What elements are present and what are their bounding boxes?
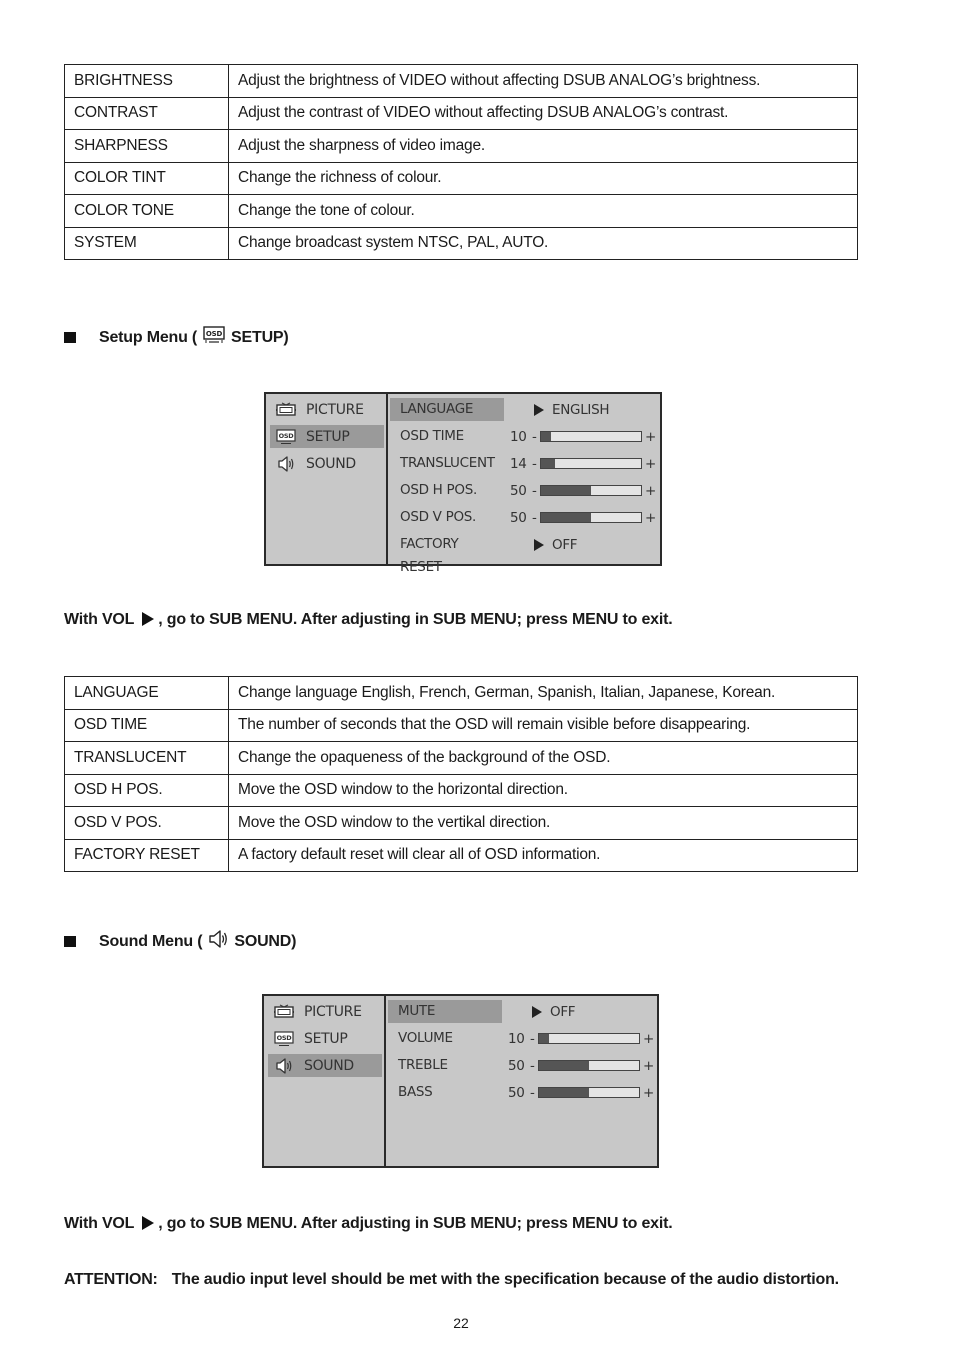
osd-nav-label: SOUND	[306, 455, 356, 472]
osd-slider-value: 10	[508, 1030, 525, 1047]
svg-text:OSD: OSD	[276, 1033, 292, 1042]
speaker-icon	[208, 928, 228, 955]
item-description-cell: Change the opaqueness of the background of the OSD.	[229, 742, 858, 775]
osd-nav-label: SETUP	[306, 428, 350, 445]
osd-row-mute	[388, 1000, 658, 1023]
osd-slider-value: 50	[510, 509, 527, 526]
osd-nav-sound	[270, 452, 384, 475]
sound-menu-heading: Sound Menu ( SOUND)	[64, 928, 296, 955]
submenu-instruction: With VOL , go to SUB MENU. After adjusting in SUB MENU; press MENU to exit.	[64, 611, 673, 628]
osd-slider-bar	[538, 1087, 640, 1098]
osd-row-osd-v-pos	[390, 506, 660, 529]
osd-row-label: VOLUME	[398, 1030, 453, 1046]
table-row	[65, 807, 858, 840]
item-description-cell: Change language English, French, German, Spanish, Italian, Japanese, Korean.	[229, 677, 858, 710]
table-row	[65, 742, 858, 775]
svg-text:OSD: OSD	[278, 431, 294, 440]
plus-icon: +	[643, 1030, 655, 1047]
setup-menu-heading: Setup Menu ( OSD SETUP)	[64, 326, 289, 349]
plus-icon: +	[643, 1084, 655, 1101]
setup-description-table	[64, 676, 858, 872]
osd-slider-fill	[539, 1034, 549, 1043]
item-description-cell: Adjust the brightness of VIDEO without affecting DSUB ANALOG’s brightness.	[229, 65, 858, 98]
osd-option-text: OFF	[552, 536, 578, 553]
osd-row-label: LANGUAGE	[390, 398, 504, 421]
osd-nav-setup	[268, 1027, 382, 1050]
item-name-cell: SHARPNESS	[65, 130, 229, 163]
osd-option-value	[532, 1004, 575, 1020]
osd-nav-picture	[268, 1000, 382, 1023]
osd-slider-bar	[538, 1060, 640, 1071]
item-name-cell: SYSTEM	[65, 227, 229, 260]
picture-icon	[273, 1003, 295, 1021]
minus-icon: -	[530, 1030, 535, 1047]
item-name-cell: TRANSLUCENT	[65, 742, 229, 775]
osd-row-label: MUTE	[388, 1000, 502, 1023]
item-description-cell: A factory default reset will clear all of OSD information.	[229, 839, 858, 872]
svg-text:OSD: OSD	[205, 330, 223, 338]
table-row	[65, 677, 858, 710]
item-description-cell: Adjust the contrast of VIDEO without affecting DSUB ANALOG’s contrast.	[229, 97, 858, 130]
osd-row-label: OSD V POS.	[400, 509, 477, 525]
table-row	[65, 130, 858, 163]
osd-slider-bar	[540, 485, 642, 496]
table-row	[65, 162, 858, 195]
right-triangle-icon	[142, 612, 154, 626]
item-name-cell: LANGUAGE	[65, 677, 229, 710]
plus-icon: +	[645, 428, 657, 445]
osd-slider-value: 50	[508, 1084, 525, 1101]
osd-slider-bar	[540, 458, 642, 469]
osd-row-label: TREBLE	[398, 1057, 448, 1073]
osd-option-text: OFF	[550, 1003, 576, 1020]
right-triangle-icon	[534, 539, 544, 551]
osd-icon	[275, 428, 297, 446]
osd-row-treble	[388, 1054, 658, 1077]
osd-nav-setup	[270, 425, 384, 448]
item-name-cell: OSD TIME	[65, 709, 229, 742]
picture-icon	[275, 401, 297, 419]
item-description-cell: Adjust the sharpness of video image.	[229, 130, 858, 163]
item-name-cell: OSD V POS.	[65, 807, 229, 840]
page-number: 22	[453, 1315, 469, 1331]
right-triangle-icon	[532, 1006, 542, 1018]
item-description-cell: Move the OSD window to the vertikal direction.	[229, 807, 858, 840]
osd-slider-fill	[541, 459, 555, 468]
osd-option-text: ENGLISH	[552, 401, 610, 418]
osd-slider-fill	[541, 486, 591, 495]
osd-icon	[203, 326, 225, 349]
osd-nav-picture	[270, 398, 384, 421]
osd-slider-bar	[538, 1033, 640, 1044]
right-triangle-icon	[142, 1216, 154, 1230]
table-row	[65, 774, 858, 807]
item-description-cell: The number of seconds that the OSD will remain visible before disappearing.	[229, 709, 858, 742]
item-description-cell: Change the richness of colour.	[229, 162, 858, 195]
attention-note: ATTENTION: The audio input level should be met with the specification because of the audio distortion.	[64, 1271, 839, 1288]
osd-divider	[386, 394, 388, 564]
item-description-cell: Change broadcast system NTSC, PAL, AUTO.	[229, 227, 858, 260]
minus-icon: -	[532, 482, 537, 499]
osd-nav-label: SOUND	[304, 1057, 354, 1074]
minus-icon: -	[532, 509, 537, 526]
minus-icon: -	[530, 1084, 535, 1101]
plus-icon: +	[643, 1057, 655, 1074]
osd-setup-menu-image	[264, 392, 662, 575]
osd-row-osd-h-pos	[390, 479, 660, 502]
table-row	[65, 65, 858, 98]
item-description-cell: Change the tone of colour.	[229, 195, 858, 228]
osd-slider-fill	[539, 1061, 589, 1070]
item-name-cell: BRIGHTNESS	[65, 65, 229, 98]
osd-sound-menu-image	[262, 994, 659, 1168]
osd-row-label: OSD TIME	[400, 428, 464, 444]
osd-nav-label: SETUP	[304, 1030, 348, 1047]
osd-row-factory-reset	[390, 533, 660, 575]
bullet-square	[64, 936, 76, 947]
table-row	[65, 195, 858, 228]
osd-nav-label: PICTURE	[304, 1003, 362, 1020]
osd-row-label: TRANSLUCENT	[400, 455, 495, 471]
osd-slider-fill	[539, 1088, 589, 1097]
osd-row-bass	[388, 1081, 658, 1104]
speaker-icon	[273, 1057, 295, 1075]
osd-slider-value: 50	[510, 482, 527, 499]
osd-row-label: BASS	[398, 1084, 433, 1100]
osd-divider	[384, 996, 386, 1166]
osd-slider-value: 50	[508, 1057, 525, 1074]
plus-icon: +	[645, 509, 657, 526]
plus-icon: +	[645, 482, 657, 499]
osd-slider-fill	[541, 432, 551, 441]
osd-slider-bar	[540, 431, 642, 442]
osd-nav-sound	[268, 1054, 382, 1077]
plus-icon: +	[645, 455, 657, 472]
osd-row-language	[390, 398, 660, 421]
table-row	[65, 709, 858, 742]
osd-slider-fill	[541, 513, 591, 522]
osd-row-osd-time	[390, 425, 660, 448]
osd-slider-value: 14	[510, 455, 527, 472]
osd-icon	[273, 1030, 295, 1048]
minus-icon: -	[530, 1057, 535, 1074]
osd-row-translucent	[390, 452, 660, 475]
picture-description-table	[64, 64, 858, 260]
osd-row-label: OSD H POS.	[400, 482, 477, 498]
osd-slider-value: 10	[510, 428, 527, 445]
speaker-icon	[275, 455, 297, 473]
osd-row-volume	[388, 1027, 658, 1050]
minus-icon: -	[532, 455, 537, 472]
osd-nav-label: PICTURE	[306, 401, 364, 418]
item-description-cell: Move the OSD window to the horizontal direction.	[229, 774, 858, 807]
right-triangle-icon	[534, 404, 544, 416]
item-name-cell: FACTORY RESET	[65, 839, 229, 872]
submenu-instruction: With VOL , go to SUB MENU. After adjusting in SUB MENU; press MENU to exit.	[64, 1215, 673, 1232]
osd-option-value	[534, 402, 609, 418]
item-name-cell: COLOR TINT	[65, 162, 229, 195]
table-row	[65, 227, 858, 260]
osd-row-label: FACTORY RESET	[400, 536, 459, 575]
osd-option-value	[534, 537, 577, 553]
bullet-square	[64, 332, 76, 343]
table-row	[65, 839, 858, 872]
item-name-cell: CONTRAST	[65, 97, 229, 130]
item-name-cell: COLOR TONE	[65, 195, 229, 228]
minus-icon: -	[532, 428, 537, 445]
item-name-cell: OSD H POS.	[65, 774, 229, 807]
table-row	[65, 97, 858, 130]
osd-slider-bar	[540, 512, 642, 523]
